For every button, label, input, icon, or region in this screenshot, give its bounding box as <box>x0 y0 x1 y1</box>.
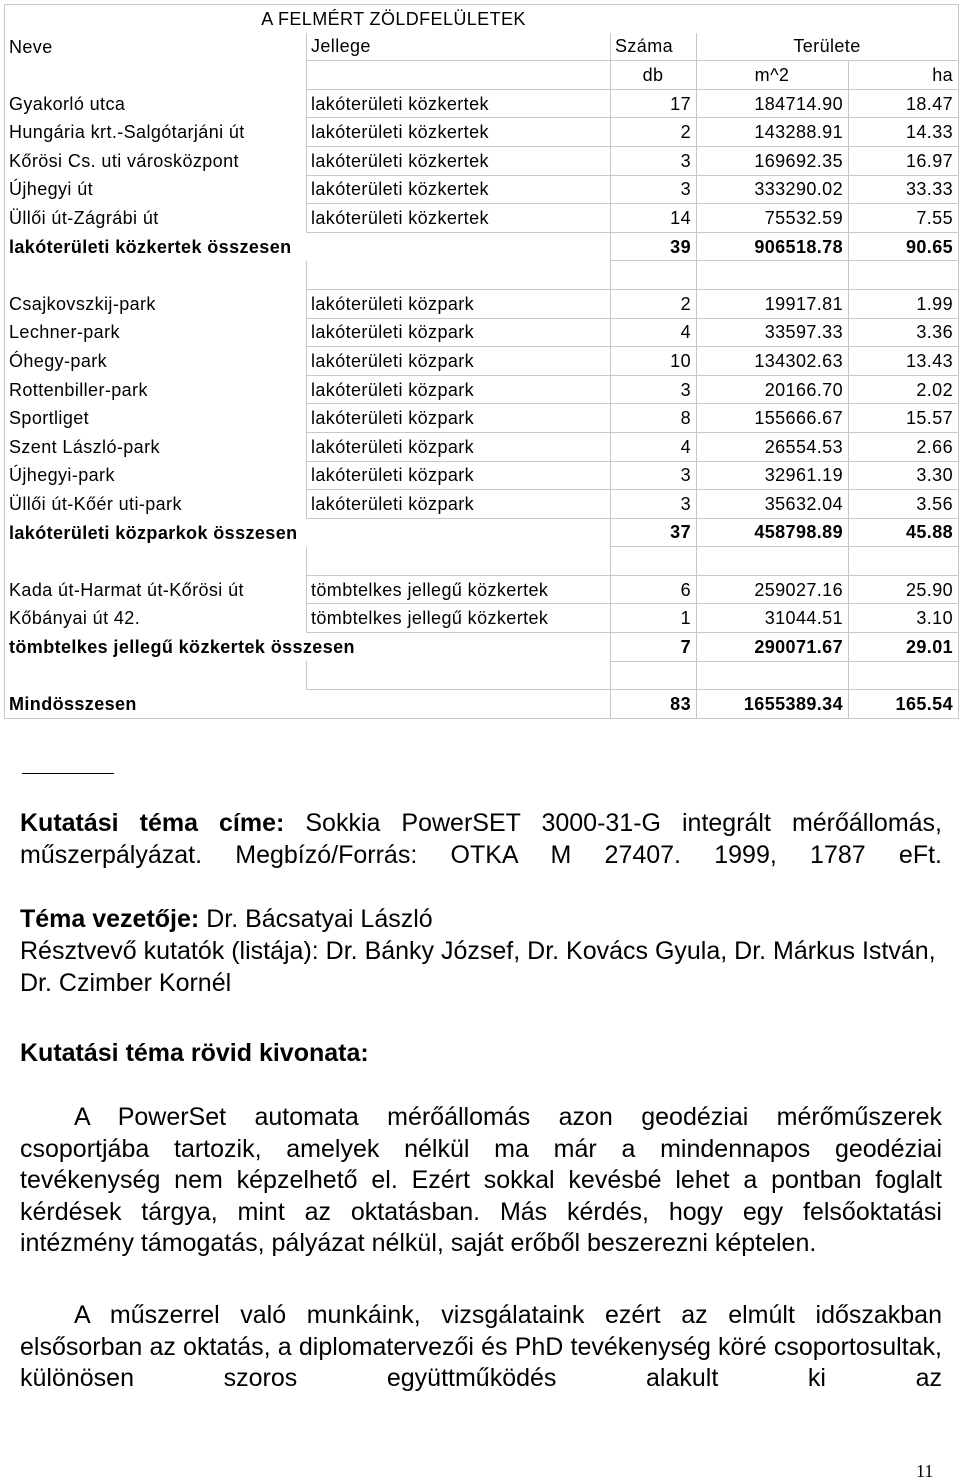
total-label: lakóterületi közkertek összesen <box>5 232 611 261</box>
cell-name: Újhegyi út <box>5 175 307 204</box>
cell-name: Csajkovszkij-park <box>5 289 307 318</box>
cell-db: 3 <box>611 146 697 175</box>
cell-db: 3 <box>611 375 697 404</box>
cell-m2: 333290.02 <box>697 175 849 204</box>
cell-m2: 26554.53 <box>697 432 849 461</box>
cell-name: Kada út-Harmat út-Kőrösi út <box>5 575 307 604</box>
research-participants-label: Résztvevő kutatók (listája): <box>20 937 319 965</box>
total-m2: 290071.67 <box>697 633 849 662</box>
green-area-table <box>4 4 959 719</box>
cell-type: lakóterületi közpark <box>307 404 611 433</box>
table-row <box>5 318 959 347</box>
cell-db: 4 <box>611 318 697 347</box>
cell-ha: 7.55 <box>849 204 959 233</box>
cell-ha: 2.66 <box>849 432 959 461</box>
cell-m2: 20166.70 <box>697 375 849 404</box>
cell-m2: 184714.90 <box>697 89 849 118</box>
total-m2: 906518.78 <box>697 232 849 261</box>
cell-ha: 3.56 <box>849 490 959 519</box>
research-participants-value: Dr. Bánky József, Dr. Kovács Gyula, Dr. Márkus István, Dr. Czimber Kornél <box>20 937 936 997</box>
cell-name: Óhegy-park <box>5 347 307 376</box>
cell-m2: 155666.67 <box>697 404 849 433</box>
research-leader-label: Téma vezetője: <box>20 905 200 933</box>
total-label: Mindösszesen <box>5 690 611 719</box>
total-row <box>5 232 959 261</box>
cell-type: lakóterületi közpark <box>307 461 611 490</box>
spacer-row <box>5 661 959 690</box>
table-row <box>5 604 959 633</box>
table-row <box>5 146 959 175</box>
cell-ha: 3.30 <box>849 461 959 490</box>
total-ha: 29.01 <box>849 633 959 662</box>
table-row <box>5 575 959 604</box>
summary-heading: Kutatási téma rövid kivonata: <box>20 1039 369 1067</box>
cell-db: 2 <box>611 289 697 318</box>
cell-ha: 3.10 <box>849 604 959 633</box>
cell-ha: 18.47 <box>849 89 959 118</box>
cell-db: 3 <box>611 175 697 204</box>
summary-paragraph-1: A PowerSet automata mérőállomás azon geodéziai mérőműszerek csoportjába tartozik, amelyek nélkül ma már a mindennapos geodéziai tevékenység nem képzelhető el. Ezért sokkal kevésbé lehet a pontban foglalt kérdések tárgya, mint az oktatásban. Más kérdés, hogy egy felsőoktatási intézmény támogatás, pályázat nélkül, saját erőből beszerezni képtelen. <box>20 1103 942 1257</box>
cell-name: Kőbányai út 42. <box>5 604 307 633</box>
cell-type: lakóterületi közpark <box>307 490 611 519</box>
cell-type: lakóterületi közkertek <box>307 89 611 118</box>
cell-name: Kőrösi Cs. uti városközpont <box>5 146 307 175</box>
cell-ha: 33.33 <box>849 175 959 204</box>
cell-type: tömbtelkes jellegű közkertek <box>307 604 611 633</box>
cell-type: lakóterületi közpark <box>307 318 611 347</box>
cell-name: Rottenbiller-park <box>5 375 307 404</box>
table-row <box>5 432 959 461</box>
cell-ha: 15.57 <box>849 404 959 433</box>
cell-db: 3 <box>611 461 697 490</box>
table-row <box>5 461 959 490</box>
cell-m2: 143288.91 <box>697 118 849 147</box>
table-units-row <box>5 61 959 90</box>
spacer-row <box>5 547 959 576</box>
cell-ha: 2.02 <box>849 375 959 404</box>
unit-ha: ha <box>849 61 959 90</box>
total-ha: 90.65 <box>849 232 959 261</box>
total-m2: 1655389.34 <box>697 690 849 719</box>
cell-m2: 75532.59 <box>697 204 849 233</box>
unit-m2: m^2 <box>697 61 849 90</box>
total-db: 83 <box>611 690 697 719</box>
total-row <box>5 690 959 719</box>
cell-m2: 134302.63 <box>697 347 849 376</box>
cell-db: 4 <box>611 432 697 461</box>
cell-ha: 3.36 <box>849 318 959 347</box>
total-label: tömbtelkes jellegű közkertek összesen <box>5 633 611 662</box>
summary-heading-block <box>20 1038 942 1070</box>
cell-type: lakóterületi közkertek <box>307 175 611 204</box>
research-leader-value: Dr. Bácsatyai László <box>206 905 433 933</box>
unit-db: db <box>611 61 697 90</box>
research-participants-block <box>20 936 942 999</box>
cell-m2: 259027.16 <box>697 575 849 604</box>
table-title-row <box>5 5 959 33</box>
table-row <box>5 289 959 318</box>
cell-type: lakóterületi közpark <box>307 375 611 404</box>
cell-type: lakóterületi közkertek <box>307 146 611 175</box>
total-row <box>5 518 959 547</box>
cell-type: tömbtelkes jellegű közkertek <box>307 575 611 604</box>
table-row <box>5 490 959 519</box>
cell-db: 10 <box>611 347 697 376</box>
cell-ha: 1.99 <box>849 289 959 318</box>
cell-m2: 19917.81 <box>697 289 849 318</box>
table-title: A FELMÉRT ZÖLDFELÜLETEK <box>5 5 959 33</box>
cell-db: 2 <box>611 118 697 147</box>
header-terulete: Területe <box>697 33 959 61</box>
cell-db: 3 <box>611 490 697 519</box>
cell-db: 14 <box>611 204 697 233</box>
cell-type: lakóterületi közkertek <box>307 118 611 147</box>
cell-ha: 25.90 <box>849 575 959 604</box>
table-row <box>5 204 959 233</box>
spacer-row <box>5 261 959 290</box>
cell-name: Lechner-park <box>5 318 307 347</box>
cell-m2: 35632.04 <box>697 490 849 519</box>
research-title-value: Sokkia PowerSET 3000-31-G integrált mérőállomás, műszerpályázat. Megbízó/Forrás: OTKA M 27407. 1999, 1787 eFt. <box>20 809 942 869</box>
cell-db: 6 <box>611 575 697 604</box>
cell-m2: 32961.19 <box>697 461 849 490</box>
total-db: 37 <box>611 518 697 547</box>
cell-db: 8 <box>611 404 697 433</box>
page-number: 11 <box>916 1461 934 1481</box>
cell-db: 1 <box>611 604 697 633</box>
cell-m2: 169692.35 <box>697 146 849 175</box>
cell-m2: 31044.51 <box>697 604 849 633</box>
cell-db: 17 <box>611 89 697 118</box>
cell-m2: 33597.33 <box>697 318 849 347</box>
cell-name: Sportliget <box>5 404 307 433</box>
header-szama: Száma <box>611 33 697 61</box>
research-leader-block <box>20 904 942 936</box>
header-neve: Neve <box>5 33 307 61</box>
total-ha: 45.88 <box>849 518 959 547</box>
total-m2: 458798.89 <box>697 518 849 547</box>
total-db: 39 <box>611 232 697 261</box>
table-row <box>5 175 959 204</box>
total-db: 7 <box>611 633 697 662</box>
research-title-block <box>20 808 942 871</box>
table-row <box>5 404 959 433</box>
header-jellege: Jellege <box>307 33 611 61</box>
cell-name: Újhegyi-park <box>5 461 307 490</box>
cell-name: Üllői út-Zágrábi út <box>5 204 307 233</box>
cell-name: Üllői út-Kőér uti-park <box>5 490 307 519</box>
cell-ha: 16.97 <box>849 146 959 175</box>
summary-paragraph-2: A műszerrel való munkáink, vizsgálataink ezért az elmúlt időszakban elsősorban az oktatás, a diplomatervezői és PhD tevékenység köré csoportosultak, különösen szoros együttműködés alakult ki az <box>20 1301 942 1392</box>
table-row <box>5 89 959 118</box>
cell-ha: 14.33 <box>849 118 959 147</box>
table-row <box>5 347 959 376</box>
cell-name: Hungária krt.-Salgótarjáni út <box>5 118 307 147</box>
total-label: lakóterületi közparkok összesen <box>5 518 611 547</box>
cell-type: lakóterületi közpark <box>307 432 611 461</box>
cell-type: lakóterületi közkertek <box>307 204 611 233</box>
green-area-survey-sheet <box>4 4 958 719</box>
section-divider <box>22 773 114 774</box>
cell-name: Gyakorló utca <box>5 89 307 118</box>
cell-ha: 13.43 <box>849 347 959 376</box>
total-row <box>5 633 959 662</box>
cell-type: lakóterületi közpark <box>307 289 611 318</box>
table-row <box>5 118 959 147</box>
total-ha: 165.54 <box>849 690 959 719</box>
table-row <box>5 375 959 404</box>
table-header-row <box>5 33 959 61</box>
research-title-label: Kutatási téma címe: <box>20 809 285 837</box>
cell-name: Szent László-park <box>5 432 307 461</box>
cell-type: lakóterületi közpark <box>307 347 611 376</box>
